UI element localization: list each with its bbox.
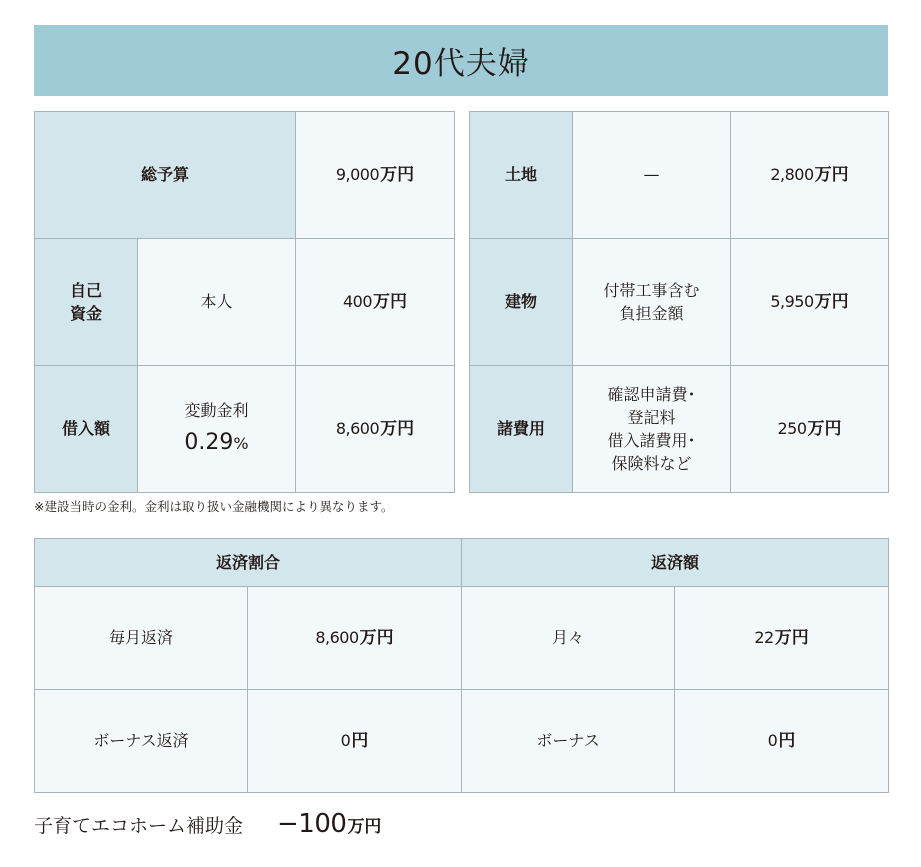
subsidy-label: 子育てエコホーム補助金 <box>34 814 244 837</box>
total-budget-label: 総予算 <box>35 112 296 239</box>
bonus-repayment-value: 0円 <box>248 690 462 793</box>
interest-note: ※建設当時の金利。金利は取り扱い金融機関により異なります。 <box>34 499 394 514</box>
land-label: 土地 <box>470 112 573 239</box>
own-funds-value: 400万円 <box>296 239 455 366</box>
misc-costs-sub: 確認申請費･ 登記料 借入諸費用･ 保険料など <box>573 366 731 493</box>
bonus-amount-label: ボーナス <box>462 690 675 793</box>
loan-rate-cell: 変動金利 0.29% <box>138 366 296 493</box>
monthly-amount-label: 月々 <box>462 587 675 690</box>
own-funds-label: 自己 資金 <box>35 239 138 366</box>
repayment-table <box>34 538 889 793</box>
misc-costs-label: 諸費用 <box>470 366 573 493</box>
total-budget-value: 9,000万円 <box>296 112 455 239</box>
monthly-amount-value: 22万円 <box>675 587 889 690</box>
loan-label: 借入額 <box>35 366 138 493</box>
land-sub: — <box>573 112 731 239</box>
bonus-amount-value: 0円 <box>675 690 889 793</box>
bonus-repayment-label: ボーナス返済 <box>35 690 248 793</box>
subsidy-row <box>34 806 381 842</box>
budget-table <box>34 111 455 493</box>
page-title: 20代夫婦 <box>34 25 888 96</box>
building-value: 5,950万円 <box>731 239 889 366</box>
subsidy-value: −100万円 <box>277 809 382 839</box>
land-value: 2,800万円 <box>731 112 889 239</box>
own-funds-sub: 本人 <box>138 239 296 366</box>
repayment-amount-header: 返済額 <box>462 539 889 587</box>
monthly-repayment-value: 8,600万円 <box>248 587 462 690</box>
misc-costs-value: 250万円 <box>731 366 889 493</box>
monthly-repayment-label: 毎月返済 <box>35 587 248 690</box>
loan-value: 8,600万円 <box>296 366 455 493</box>
repayment-ratio-header: 返済割合 <box>35 539 462 587</box>
cost-table <box>469 111 889 493</box>
building-sub: 付帯工事含む 負担金額 <box>573 239 731 366</box>
building-label: 建物 <box>470 239 573 366</box>
